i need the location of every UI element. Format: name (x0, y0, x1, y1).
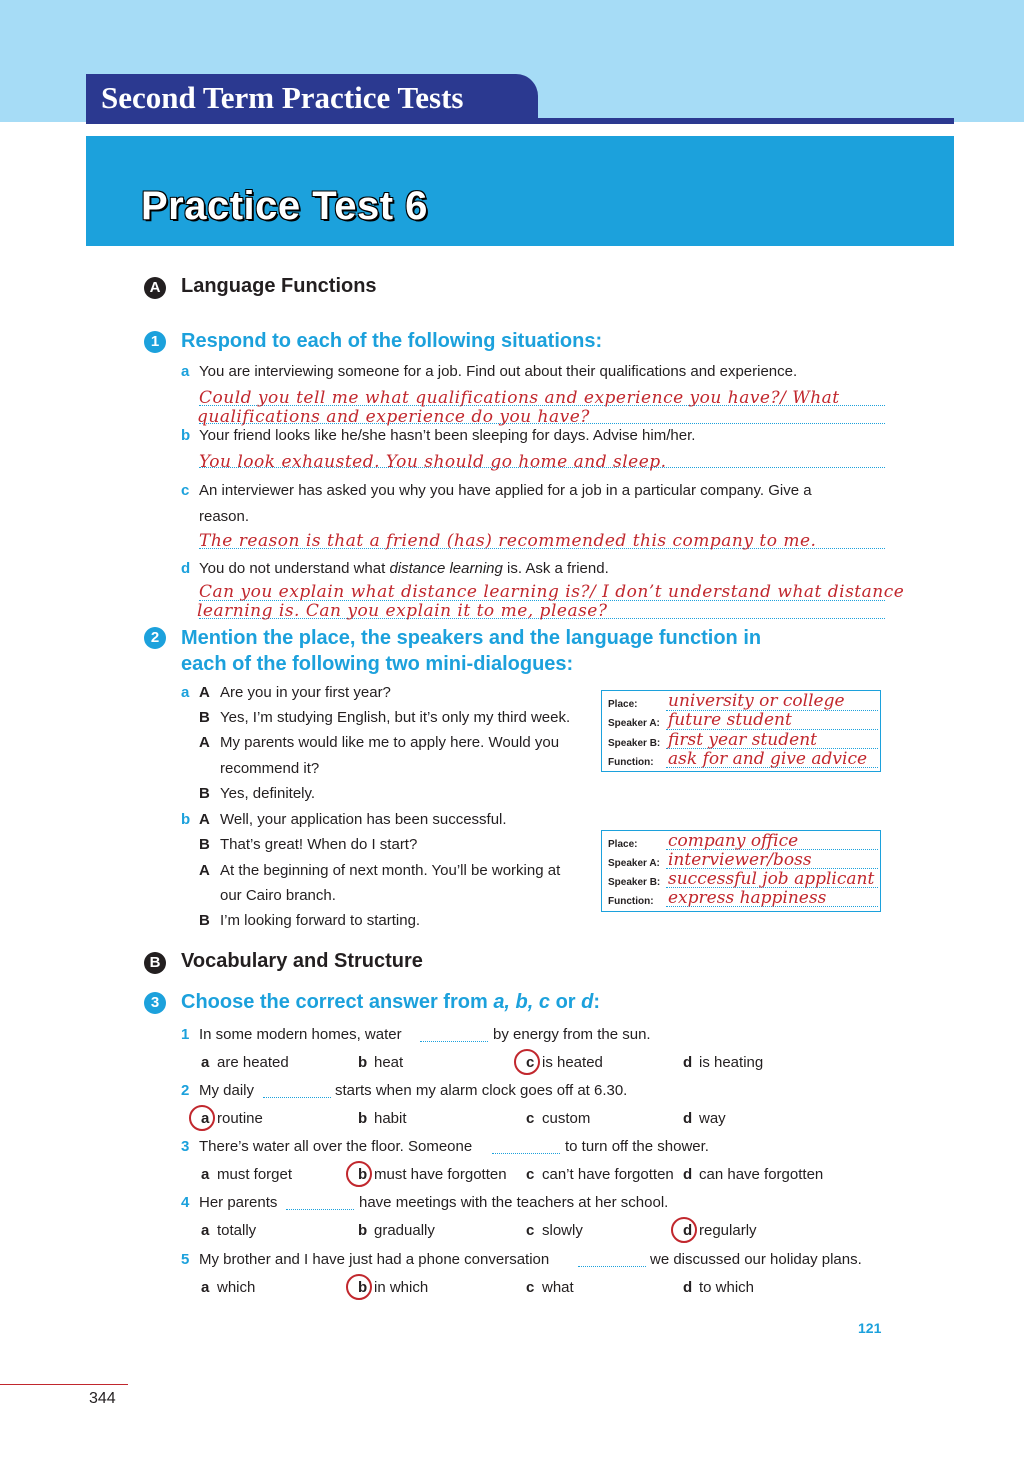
option-text: slowly (542, 1222, 583, 1239)
dialogue-a-speaker-a: future student (668, 710, 792, 730)
dialogue-line: Are you in your first year? (220, 684, 391, 701)
dialogue-a-place: university or college (668, 691, 845, 711)
speaker-a-label: Speaker A: (608, 718, 660, 729)
option-text: gradually (374, 1222, 435, 1239)
function-label: Function: (608, 757, 654, 768)
option-text: is heated (542, 1054, 603, 1071)
question-number: 4 (181, 1194, 190, 1211)
q1b-prompt: Your friend looks like he/she hasn’t been sleeping for days. Advise him/her. (199, 427, 696, 444)
q3-heading-d: d (581, 991, 594, 1013)
answer-blank (263, 1097, 331, 1098)
dialogue-speaker: B (199, 709, 210, 726)
q1a-answer-line1: Could you tell me what qualifications and experience you have?/ What (199, 388, 840, 408)
question-stem: There’s water all over the floor. Someone (199, 1138, 473, 1155)
option-letter: d (683, 1166, 693, 1183)
option-text: in which (374, 1279, 429, 1296)
option-text: heat (374, 1054, 404, 1071)
dialogue-line: our Cairo branch. (220, 887, 336, 904)
dialogue-a-label: a (181, 684, 190, 701)
q1-heading: Respond to each of the following situations: (181, 330, 603, 352)
question-number: 2 (181, 1082, 190, 1099)
q3-heading-end: : (593, 991, 601, 1013)
selected-answer-circle (514, 1049, 540, 1075)
option-letter: b (358, 1110, 368, 1127)
option-letter: c (526, 1054, 535, 1071)
q3-heading-or: or (550, 991, 582, 1013)
header-rule (86, 118, 954, 124)
question-stem-end: we discussed our holiday plans. (650, 1251, 862, 1268)
option-letter: b (358, 1279, 368, 1296)
selected-answer-circle (189, 1105, 215, 1131)
option-letter: a (201, 1279, 210, 1296)
option-letter: c (526, 1110, 535, 1127)
option-letter: c (526, 1222, 535, 1239)
option-text: can’t have forgotten (542, 1166, 674, 1183)
section-a-badge: A (144, 277, 166, 299)
option-text: must have forgotten (374, 1166, 507, 1183)
q1a-label: a (181, 363, 190, 380)
series-title-tab (86, 74, 538, 122)
option-letter: b (358, 1166, 368, 1183)
dialogue-a-speaker-b: first year student (668, 730, 817, 750)
footer-page-number: 344 (89, 1390, 116, 1407)
answer-blank (492, 1153, 560, 1154)
test-banner (86, 136, 954, 246)
q1d-answer-line1: Can you explain what distance learning is?/ I don’t understand what distance (199, 582, 905, 602)
option-text: are heated (217, 1054, 289, 1071)
dialogue-b-speaker-a: interviewer/boss (668, 850, 812, 870)
option-text: what (542, 1279, 574, 1296)
option-letter: d (683, 1110, 693, 1127)
option-letter: d (683, 1222, 693, 1239)
dialogue-b-place: company office (668, 831, 799, 851)
q1d-prompt-term: distance learning (389, 560, 503, 577)
q1d-answer-line2: learning is. Can you explain it to me, please? (197, 601, 608, 621)
place-label: Place: (608, 699, 638, 710)
option-text: is heating (699, 1054, 764, 1071)
dialogue-line: I’m looking forward to starting. (220, 912, 421, 929)
question-number: 1 (181, 1026, 190, 1043)
dialogue-speaker: B (199, 785, 210, 802)
q2-heading-line1: Mention the place, the speakers and the language function in (181, 627, 762, 649)
dialogue-speaker: A (199, 684, 210, 701)
series-title: Second Term Practice Tests (101, 80, 464, 115)
question-stem-end: have meetings with the teachers at her school. (359, 1194, 669, 1211)
option-text: must forget (217, 1166, 293, 1183)
question-stem: My brother and I have just had a phone conversation (199, 1251, 550, 1268)
question-stem: My daily (199, 1082, 255, 1099)
question-number: 5 (181, 1251, 190, 1268)
selected-answer-circle (671, 1217, 697, 1243)
q1c-label: c (181, 482, 190, 499)
answer-blank (578, 1266, 646, 1267)
section-b-title: Vocabulary and Structure (181, 950, 423, 972)
dialogue-line: recommend it? (220, 760, 320, 777)
place-label: Place: (608, 839, 638, 850)
option-text: which (217, 1279, 256, 1296)
option-letter: b (358, 1222, 368, 1239)
dialogue-speaker: A (199, 811, 210, 828)
question-stem-end: to turn off the shower. (565, 1138, 709, 1155)
q1d-prompt-post: is. Ask a friend. (502, 560, 609, 577)
dialogue-speaker: A (199, 734, 210, 751)
function-label: Function: (608, 896, 654, 907)
q1b-answer: You look exhausted. You should go home and sleep. (199, 452, 667, 472)
section-b-badge: B (144, 952, 166, 974)
page-number: 121 (858, 1320, 882, 1336)
dialogue-speaker: B (199, 836, 210, 853)
option-text: regularly (699, 1222, 757, 1239)
dialogue-a-function: ask for and give advice (668, 749, 868, 769)
q1c-answer: The reason is that a friend (has) recommended this company to me. (199, 531, 817, 551)
q1d-prompt-pre: You do not understand what (199, 560, 390, 577)
dialogue-line: My parents would like me to apply here. Would you (220, 734, 560, 751)
dialogue-speaker: B (199, 912, 210, 929)
dialogue-b-label: b (181, 811, 191, 828)
option-text: totally (217, 1222, 257, 1239)
question-stem: Her parents (199, 1194, 278, 1211)
dialogue-line: At the beginning of next month. You’ll be working at (220, 862, 561, 879)
q1d-label: d (181, 560, 191, 577)
q3-heading-abc: a, b, c (493, 991, 551, 1013)
option-text: habit (374, 1110, 407, 1127)
selected-answer-circle (346, 1161, 372, 1187)
q2-number-badge: 2 (144, 627, 166, 649)
q3-heading (181, 989, 600, 1015)
q1-number-badge: 1 (144, 331, 166, 353)
question-stem-end: by energy from the sun. (493, 1026, 651, 1043)
option-text: routine (217, 1110, 263, 1127)
option-letter: a (201, 1110, 210, 1127)
option-letter: b (358, 1054, 368, 1071)
footer-rule (0, 1384, 128, 1385)
selected-answer-circle (346, 1274, 372, 1300)
q1b-label: b (181, 427, 191, 444)
option-letter: a (201, 1166, 210, 1183)
q1c-prompt-line1: An interviewer has asked you why you have applied for a job in a particular company. Give a (199, 482, 812, 499)
q1d-prompt (199, 560, 609, 577)
option-letter: d (683, 1054, 693, 1071)
q2-heading-line2: each of the following two mini-dialogues: (181, 653, 574, 675)
q1c-prompt-line2: reason. (199, 508, 250, 525)
dialogue-b-speaker-b: successful job applicant (668, 869, 875, 889)
section-a-title: Language Functions (181, 275, 377, 297)
speaker-b-label: Speaker B: (608, 877, 661, 888)
dialogue-b-function: express happiness (668, 888, 827, 908)
question-number: 3 (181, 1138, 190, 1155)
test-title: Practice Test 6 (141, 184, 428, 228)
answer-blank (286, 1209, 354, 1210)
q1a-answer-line2: qualifications and experience do you have? (197, 407, 590, 427)
option-text: can have forgotten (699, 1166, 824, 1183)
dialogue-line: Yes, I’m studying English, but it’s only my third week. (220, 709, 571, 726)
option-text: way (699, 1110, 726, 1127)
q3-heading-pre: Choose the correct answer from (181, 991, 494, 1013)
speaker-a-label: Speaker A: (608, 858, 660, 869)
dialogue-line: That’s great! When do I start? (220, 836, 418, 853)
option-letter: a (201, 1054, 210, 1071)
option-letter: d (683, 1279, 693, 1296)
option-letter: a (201, 1222, 210, 1239)
dialogue-line: Yes, definitely. (220, 785, 316, 802)
q1a-prompt: You are interviewing someone for a job. Find out about their qualifications and experience. (199, 363, 798, 380)
option-text: custom (542, 1110, 591, 1127)
question-stem-end: starts when my alarm clock goes off at 6.30. (335, 1082, 628, 1099)
q3-number-badge: 3 (144, 992, 166, 1014)
dialogue-speaker: A (199, 862, 210, 879)
speaker-b-label: Speaker B: (608, 738, 661, 749)
option-letter: c (526, 1166, 535, 1183)
option-text: to which (699, 1279, 755, 1296)
answer-blank (420, 1041, 488, 1042)
dialogue-line: Well, your application has been successful. (220, 811, 507, 828)
option-letter: c (526, 1279, 535, 1296)
question-stem: In some modern homes, water (199, 1026, 402, 1043)
